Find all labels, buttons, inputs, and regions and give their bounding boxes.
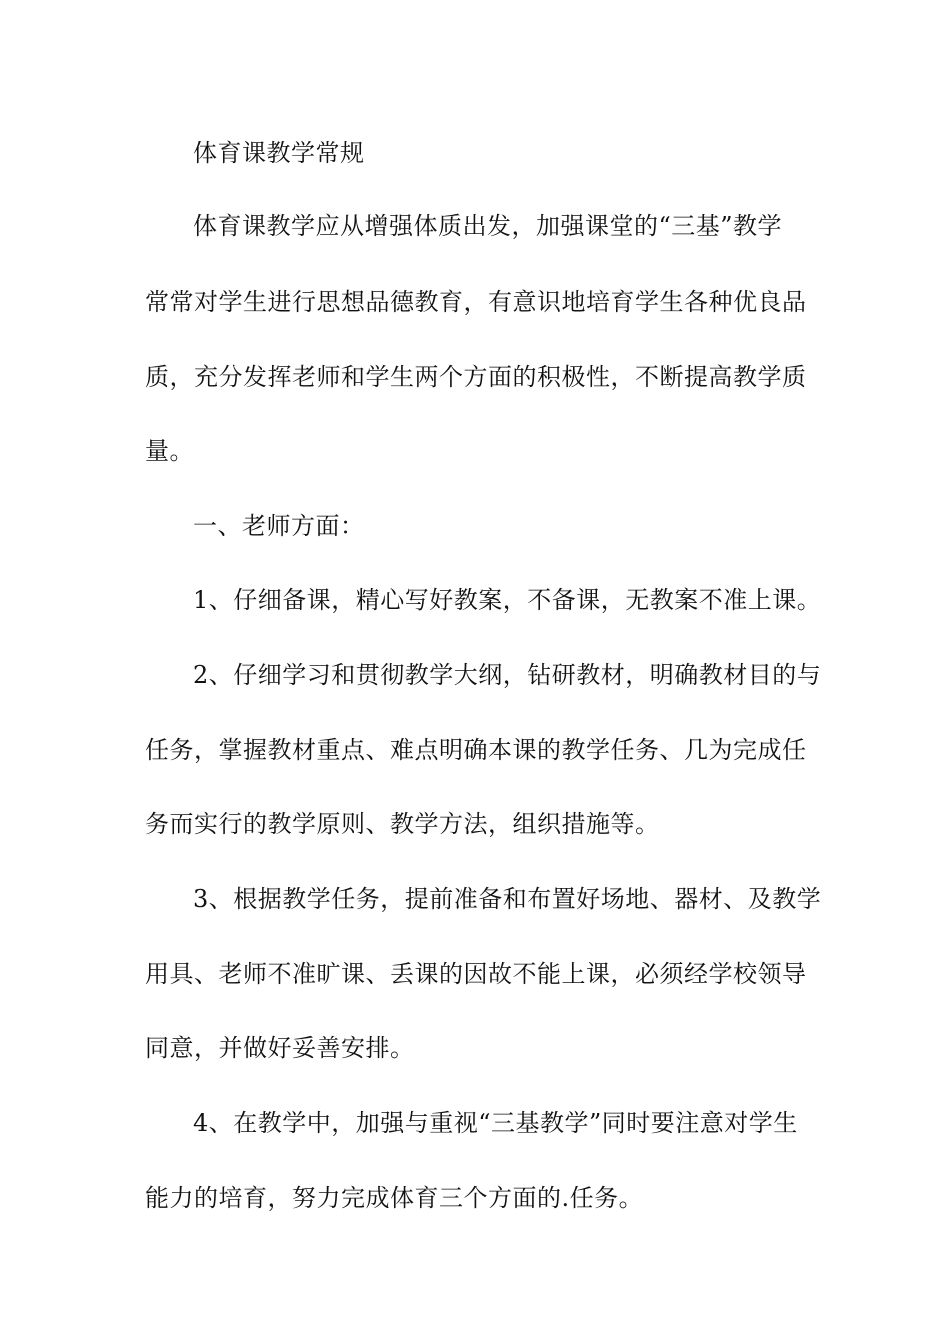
paragraph-intro-line-1: 体育课教学应从增强体质出发，加强课堂的“三基”教学 [193,212,783,240]
paragraph-intro-line-4: 量。 [145,437,194,465]
item-2-line-2: 任务，掌握教材重点、难点明确本课的教学任务、几为完成任 [145,736,807,764]
item-4-line-2: 能力的培育，努力完成体育三个方面的.任务。 [145,1184,644,1212]
item-4-line-1: 4、在教学中，加强与重视“三基教学”同时要注意对学生 [193,1109,798,1137]
paragraph-intro-line-2: 常常对学生进行思想品德教育，有意识地培育学生各种优良品 [145,288,807,316]
paragraph-intro-line-3: 质，充分发挥老师和学生两个方面的积极性，不断提高教学质 [145,363,807,391]
item-3-line-1: 3、根据教学任务，提前准备和布置好场地、器材、及教学 [193,885,822,913]
document-title: 体育课教学常规 [193,139,365,167]
item-1-line-1: 1、仔细备课，精心写好教案，不备课，无教案不准上课。 [193,586,822,614]
item-3-line-2: 用具、老师不准旷课、丢课的因故不能上课，必须经学校领导 [145,960,807,988]
section-heading-teacher: 一、老师方面： [193,512,365,540]
item-2-line-3: 务而实行的教学原则、教学方法，组织措施等。 [145,810,660,838]
item-3-line-3: 同意，并做好妥善安排。 [145,1034,415,1062]
item-2-line-1: 2、仔细学习和贯彻教学大纲，钻研教材，明确教材目的与 [193,661,822,689]
